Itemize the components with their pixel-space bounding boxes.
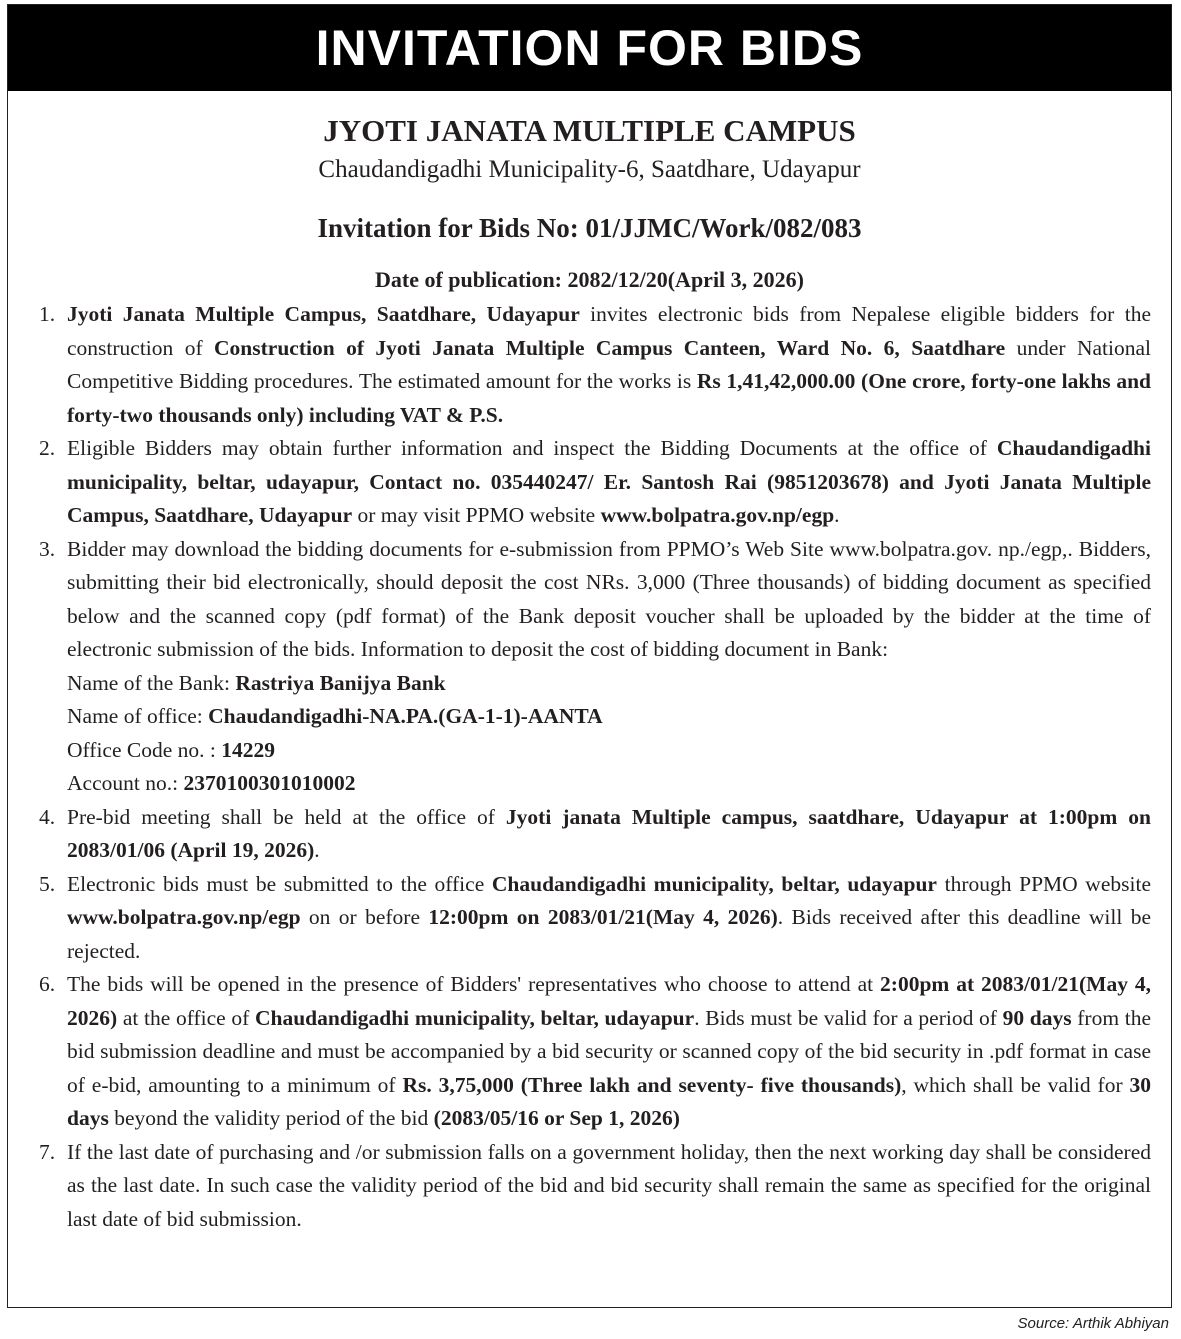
item-text-run: Pre-bid meeting shall be held at the office of <box>67 804 506 829</box>
item-text <box>67 298 1151 432</box>
item-text-bold: Rs 1,41,42,000.00 (One crore, forty-one lakhs and forty-two thousands only) including VAT & P.S. <box>67 369 1151 427</box>
item-text-bold: Construction of Jyoti Janata Multiple Campus Canteen, Ward No. 6, Saatdhare <box>214 335 1006 360</box>
bank-name-row: Name of the Bank: Rastriya Banijya Bank <box>67 670 446 695</box>
item-text-run: Electronic bids must be submitted to the office <box>67 871 492 896</box>
item-text-bold: www.bolpatra.gov.np/egp <box>67 905 301 929</box>
item-text-bold: 30 days <box>67 1072 1151 1130</box>
item-text-run: If the last date of purchasing and /or submission falls on a government holiday, then the next working day shall be considered as the last date. In such case the validity period of the bid and bid security shall remain the same as specified for the original last date of bid submission. <box>67 1139 1151 1231</box>
notice-body <box>26 298 1151 1236</box>
item-text-run: . Bids must be valid for a period of <box>694 1005 1003 1030</box>
item-text-run: , which shall be valid for <box>901 1072 1130 1097</box>
item-text-bold: Chaudandigadhi municipality, beltar, udayapur <box>254 1005 695 1030</box>
item-number: 3. <box>39 536 56 561</box>
item-text-run: beyond the validity period of the bid <box>108 1106 434 1130</box>
item-number: 6. <box>39 972 56 996</box>
bank-name: Rastriya Banijya Bank <box>235 670 446 695</box>
item-text-bold: Jyoti Janata Multiple Campus, Saatdhare, Udayapur <box>67 302 580 326</box>
item-text-run: through PPMO website <box>936 871 1151 896</box>
item-text-bold: 2:00pm at 2083/01/21(May 4, 2026) <box>67 972 1151 1030</box>
item-number: 2. <box>39 436 56 460</box>
list-item <box>26 533 1151 667</box>
item-number: 7. <box>39 1139 56 1164</box>
item-text-run: . Bids received after this deadline will be rejected. <box>67 905 1151 963</box>
item-text-run: from the bid submission deadline and must be accompanied by a bid security or scanned copy of the bid security in .pdf format in case of e-bid, amounting to a minimum of <box>67 1005 1151 1097</box>
item-text <box>67 533 1151 667</box>
list-item <box>26 298 1151 432</box>
item-text <box>67 868 1151 969</box>
item-number: 1. <box>39 302 56 326</box>
item-text-run: Bidder may download the bidding documents for e-submission from PPMO’s Web Site www.bolpatra.gov. np./egp,. Bidders, submitting their bid electronically, should deposit the cost NRs. 3,000 (Three thousands) of bidding document as specified below and the scanned copy (pdf format) of the Bank deposit voucher shall be uploaded by the bidder at the time of electronic submission of the bids. Information to deposit the cost of bidding document in Bank: <box>67 536 1151 661</box>
item-text-bold: Chaudandigadhi municipality, beltar, udayapur, Contact no. 035440247/ Er. Santosh Rai (9851203678) and Jyoti Janata Multiple Campus, Saatdhare, Udayapur <box>67 436 1151 527</box>
item-text-run: . <box>834 503 840 527</box>
office-code-row: Office Code no. : 14229 <box>67 737 275 762</box>
notice-frame <box>7 4 1172 1308</box>
source-credit: Source: Arthik Abhiyan <box>1017 1315 1169 1332</box>
item-text-run: under National Competitive Bidding procedures. The estimated amount for the works is <box>67 335 1151 393</box>
item-text-bold: 12:00pm on 2083/01/21(May 4, 2026) <box>428 905 778 929</box>
publication-date: Date of publication: 2082/12/20(April 3, 2026) <box>375 267 804 292</box>
item-text-bold: 90 days <box>1002 1005 1072 1030</box>
office-code: 14229 <box>221 737 275 762</box>
ifb-number: Invitation for Bids No: 01/JJMC/Work/082/083 <box>317 213 862 243</box>
bank-details <box>26 667 1151 801</box>
list-item <box>26 1136 1151 1237</box>
item-text-run: The bids will be opened in the presence of Bidders' representatives who choose to attend at <box>67 972 881 996</box>
item-text-bold: Jyoti janata Multiple campus, saatdhare, Udayapur at 1:00pm on 2083/01/06 (April 19, 2026) <box>67 804 1151 862</box>
item-text <box>67 968 1151 1136</box>
account-row: Account no.: 2370100301010002 <box>67 771 356 795</box>
item-text <box>67 801 1151 868</box>
item-text-run: Eligible Bidders may obtain further information and inspect the Bidding Documents at the office of <box>67 436 997 460</box>
account-number: 2370100301010002 <box>183 771 356 795</box>
office-name: Chaudandigadhi-NA.PA.(GA-1-1)-AANTA <box>208 704 603 728</box>
item-text-run: at the office of <box>117 1005 255 1030</box>
item-number: 4. <box>39 804 56 829</box>
item-text-run: or may visit PPMO website <box>352 503 601 527</box>
item-text-bold: Rs. 3,75,000 (Three lakh and seventy- five thousands) <box>402 1072 902 1097</box>
list-item <box>26 432 1151 533</box>
office-name-row: Name of office: Chaudandigadhi-NA.PA.(GA-1-1)-AANTA <box>67 704 603 728</box>
item-number: 5. <box>39 871 56 896</box>
item-text <box>67 1136 1151 1237</box>
banner-title: INVITATION FOR BIDS <box>8 5 1171 91</box>
list-item <box>26 968 1151 1136</box>
organization-name: JYOTI JANATA MULTIPLE CAMPUS <box>323 113 856 148</box>
item-text-run: on or before <box>300 905 429 929</box>
list-item <box>26 868 1151 969</box>
item-text-bold: www.bolpatra.gov.np/egp <box>600 503 835 527</box>
item-text-run: . <box>314 838 320 862</box>
item-text <box>67 432 1151 533</box>
item-text-bold: Chaudandigadhi municipality, beltar, udayapur <box>491 871 937 896</box>
list-item <box>26 801 1151 868</box>
item-text-run: invites electronic bids from Nepalese eligible bidders for the construction of <box>67 302 1152 360</box>
item-text-bold: (2083/05/16 or Sep 1, 2026) <box>433 1106 680 1130</box>
organization-address: Chaudandigadhi Municipality-6, Saatdhare, Udayapur <box>318 156 861 183</box>
